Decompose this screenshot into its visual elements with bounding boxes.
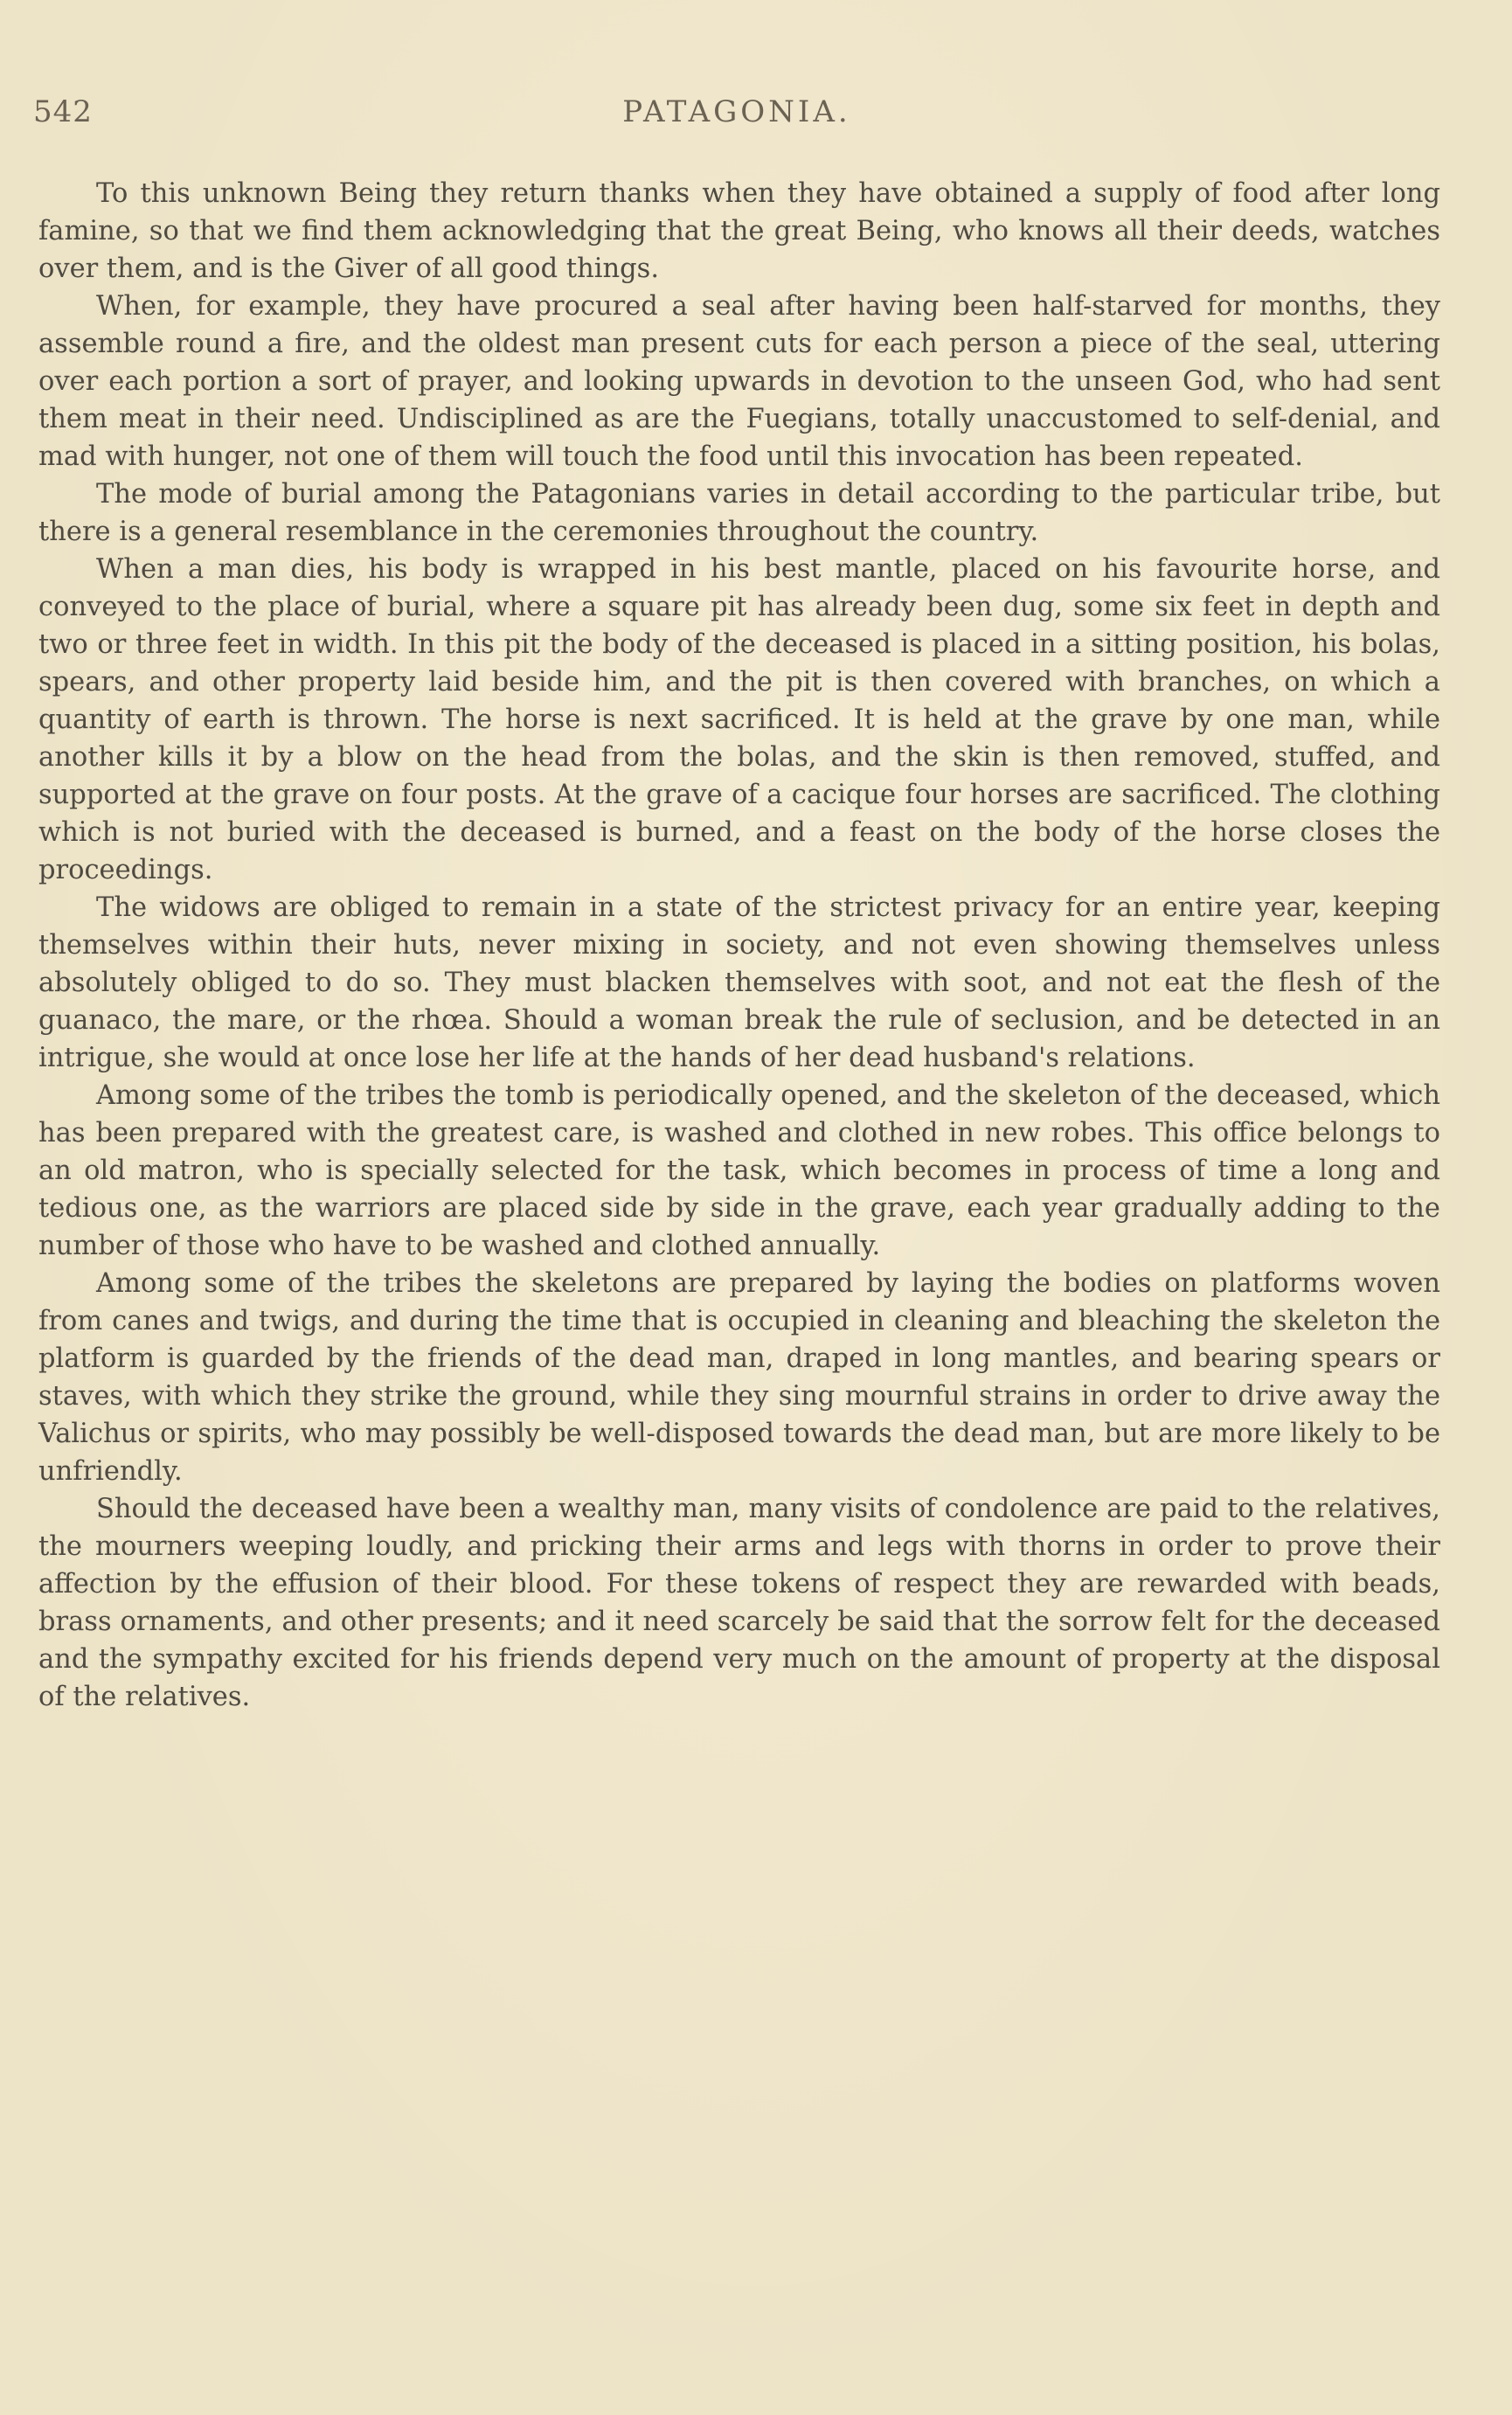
paragraph: Should the deceased have been a wealthy man, many visits of condolence are paid to the relatives, the mourners weeping loudly, and pricking their arms and legs with thorns in order to prove their affection by the effusion of their blood. For these tokens of respect they are rewarded with beads, brass ornaments, and other presents; and it need scarcely be said that the sorrow felt for the deceased and the sympathy excited for his friends depend very much on the amount of property at the disposal of the relatives.: [38, 1494, 1440, 1712]
page-header: [33, 94, 1440, 147]
paragraph: To this unknown Being they return thanks when they have obtained a supply of food after long famine, so that we find them acknowledging that the great Being, who knows all their deeds, watches over them, and is the Giver of all good things.: [38, 178, 1440, 284]
paragraph: Among some of the tribes the skeletons are prepared by laying the bodies on platforms woven from canes and twigs, and during the time that is occupied in cleaning and bleaching the skeleton the platform is guarded by the friends of the dead man, draped in long mantles, and bearing spears or staves, with which they strike the ground, while they sing mournful strains in order to drive away the Valichus or spirits, who may possibly be well-disposed towards the dead man, but are more likely to be unfriendly.: [38, 1268, 1440, 1487]
body-text: [38, 175, 1440, 1716]
page-number: 542: [33, 94, 93, 129]
paragraph: When a man dies, his body is wrapped in his best mantle, placed on his favourite horse, and conveyed to the place of burial, where a square pit has already been dug, some six feet in depth and two or three feet in width. In this pit the body of the deceased is placed in a sitting position, his bolas, spears, and other property laid beside him, and the pit is then covered with branches, on which a quantity of earth is thrown. The horse is next sacrificed. It is held at the grave by one man, while another kills it by a blow on the head from the bolas, and the skin is then removed, stuffed, and supported at the grave on four posts. At the grave of a cacique four horses are sacrificed. The clothing which is not buried with the deceased is burned, and a feast on the body of the horse closes the proceedings.: [38, 554, 1440, 885]
running-title: PATAGONIA.: [622, 94, 851, 129]
paragraph: When, for example, they have procured a seal after having been half-starved for months, they assemble round a fire, and the oldest man present cuts for each person a piece of the seal, uttering over each portion a sort of prayer, and looking upwards in devotion to the unseen God, who had sent them meat in their need. Undisciplined as are the Fuegians, totally unaccustomed to self-denial, and mad with hunger, not one of them will touch the food until this invocation has been repeated.: [38, 291, 1440, 472]
paragraph: The mode of burial among the Patagonians varies in detail according to the particular tribe, but there is a general resemblance in the ceremonies throughout the country.: [38, 479, 1440, 547]
paragraph: Among some of the tribes the tomb is periodically opened, and the skeleton of the deceased, which has been prepared with the greatest care, is washed and clothed in new robes. This office belongs to an old matron, who is specially selected for the task, which becomes in process of time a long and tedious one, as the warriors are placed side by side in the grave, each year gradually adding to the number of those who have to be washed and clothed annually.: [38, 1080, 1440, 1261]
paragraph: The widows are obliged to remain in a state of the strictest privacy for an entire year, keeping themselves within their huts, never mixing in society, and not even showing themselves unless absolutely obliged to do so. They must blacken themselves with soot, and not eat the flesh of the guanaco, the mare, or the rhœa. Should a woman break the rule of seclusion, and be detected in an intrigue, she would at once lose her life at the hands of her dead husband's relations.: [38, 892, 1440, 1073]
